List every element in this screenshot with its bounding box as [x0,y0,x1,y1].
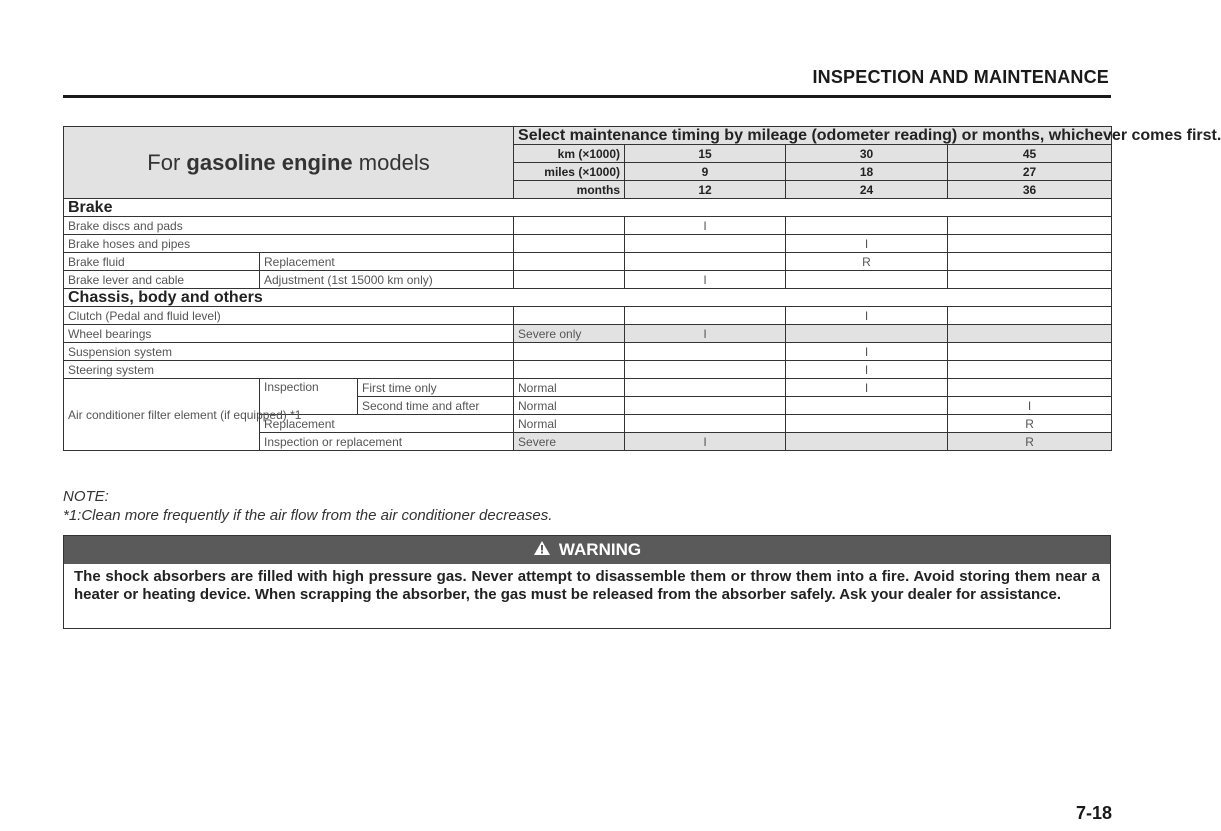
interval-label: months [514,181,625,199]
interval-value: 36 [948,181,1112,199]
table-row [64,325,1112,343]
select-timing-note: Select maintenance timing by mileage (odometer reading) or months, whichever comes first. [514,127,1112,145]
page-header [63,62,1111,98]
table-row [64,379,1112,397]
condition-cell: Normal [514,415,625,433]
condition-cell: Normal [514,379,625,397]
table-row [64,253,1112,271]
interval-value: 45 [948,145,1112,163]
table-row [64,307,1112,325]
mark-cell [948,325,1112,343]
condition-cell [514,253,625,271]
interval-value: 15 [625,145,786,163]
mark-cell [948,235,1112,253]
mark-cell: I [786,361,948,379]
item-label: Suspension system [64,343,514,361]
item-label: Air conditioner filter element (if equipped) *1 [64,379,260,451]
table-row [64,361,1112,379]
mark-cell: I [786,343,948,361]
item-label: Clutch (Pedal and fluid level) [64,307,514,325]
action-label: Inspection [260,379,358,415]
item-label: Brake hoses and pipes [64,235,514,253]
mark-cell: I [948,397,1112,415]
warning-header [64,536,1110,564]
condition-cell [514,307,625,325]
condition-cell [514,235,625,253]
mark-cell: I [786,379,948,397]
mark-cell [948,361,1112,379]
mark-cell [625,379,786,397]
item-label: Brake discs and pads [64,217,514,235]
mark-cell: I [625,217,786,235]
item-label: Steering system [64,361,514,379]
interval-label: km (×1000) [514,145,625,163]
condition-cell: Severe only [514,325,625,343]
mark-cell [948,217,1112,235]
mark-cell [786,415,948,433]
item-label: Brake lever and cable [64,271,260,289]
mark-cell [625,343,786,361]
mark-cell [948,253,1112,271]
action-label: Inspection or replacement [260,433,514,451]
warning-box [63,535,1111,629]
warning-title: WARNING [558,540,642,559]
condition-cell [514,343,625,361]
interval-value: 27 [948,163,1112,181]
condition-cell: Normal [514,397,625,415]
interval-label: miles (×1000) [514,163,625,181]
note-label: NOTE: [63,488,109,505]
action-label: Adjustment (1st 15000 km only) [260,271,514,289]
action-label: Replacement [260,415,514,433]
condition-cell [514,271,625,289]
mark-cell [786,325,948,343]
section-title: INSPECTION AND MAINTENANCE [812,67,1109,87]
mark-cell [625,415,786,433]
action-label: Replacement [260,253,514,271]
table-row [64,217,1112,235]
condition-cell [514,217,625,235]
mark-cell [786,271,948,289]
mark-cell: I [625,325,786,343]
condition-cell: Severe [514,433,625,451]
mark-cell [948,379,1112,397]
mark-cell: I [625,433,786,451]
interval-value: 18 [786,163,948,181]
note-block [63,487,552,525]
table-title: For gasoline engine models [64,127,514,199]
mark-cell: I [786,235,948,253]
mark-cell [625,361,786,379]
mark-cell [625,235,786,253]
table-row [64,271,1112,289]
section-chassis: Chassis, body and others [64,289,1112,307]
interval-value: 9 [625,163,786,181]
mark-cell [948,271,1112,289]
mark-cell: I [625,271,786,289]
table-row [64,235,1112,253]
mark-cell: R [786,253,948,271]
item-label: Brake fluid [64,253,260,271]
mark-cell [786,433,948,451]
interval-value: 24 [786,181,948,199]
mark-cell [786,217,948,235]
mark-cell [948,307,1112,325]
interval-value: 12 [625,181,786,199]
note-text: *1:Clean more frequently if the air flow from the air conditioner decreases. [63,507,553,524]
section-brake: Brake [64,199,1112,217]
timing-label: Second time and after [358,397,514,415]
interval-value: 30 [786,145,948,163]
mark-cell [625,253,786,271]
timing-label: First time only [358,379,514,397]
mark-cell [948,343,1112,361]
table-row [64,343,1112,361]
maintenance-schedule-table [63,126,1221,451]
item-label: Wheel bearings [64,325,514,343]
mark-cell [625,397,786,415]
page-number: 7-18 [1075,803,1112,823]
mark-cell [625,307,786,325]
mark-cell: R [948,433,1112,451]
mark-cell [786,397,948,415]
warning-text: The shock absorbers are filled with high pressure gas. Never attempt to disassemble them or throw them into a fire. Avoid storing them near a heater or heating device. When scrapping the absorber, the gas must be released from the absorber safely. Ask your dealer for assistance. [74,568,1100,603]
condition-cell [514,361,625,379]
warning-triangle-icon [533,540,551,561]
mark-cell: I [786,307,948,325]
mark-cell: R [948,415,1112,433]
